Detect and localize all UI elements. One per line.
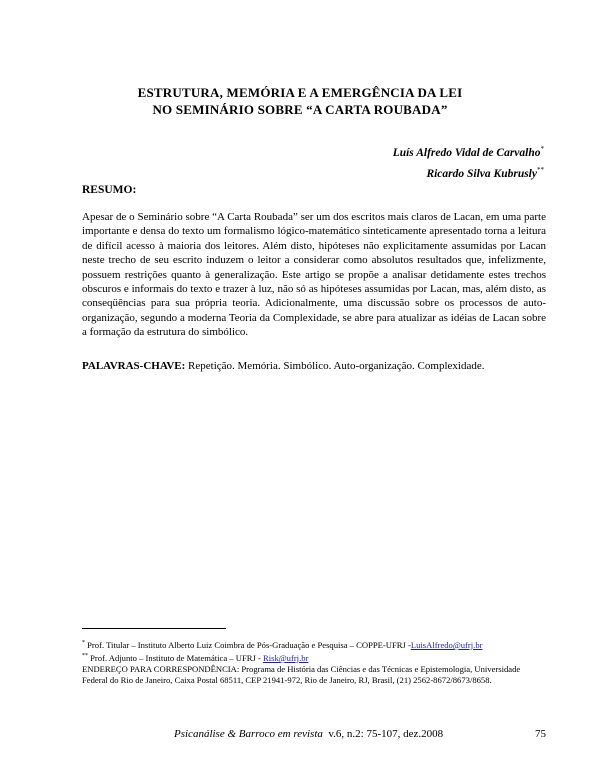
email-link-2[interactable]: Risk@ufrj.br <box>262 653 309 663</box>
abstract-text: Apesar de o Seminário sobre “A Carta Roubada” ser um dos escritos mais claros de Lacan, em uma parte importante e densa do texto um formalismo lógico-matemático sinteticamente apresentado torna a leitura de difícil acesso à maioria dos leitores. Além disto, hipóteses não explicitamente assumidas por Lacan neste trecho de seu escrito induzem o leitor a considerar como absolutos resultados que, infelizmente, possuem restrições quanto à generalização. Este artigo se propõe a analisar detidamente estes trechos obscuros e informais do texto e trazer à luz, não só as hipóteses assumidas por Lacan, mas, além disto, as conseqüências para sua própria teoria. Adicionalmente, uma discussão sobre os processos de auto-organização, segundo a moderna Teoria da Complexidade, se abre para atualizar as idéias de Lacan sobre a formação da estrutura do simbólico. <box>82 211 546 339</box>
title-line-1: ESTRUTURA, MEMÓRIA E A EMERGÊNCIA DA LEI <box>137 85 463 100</box>
journal-name: Psicanálise & Barroco em revista <box>174 728 323 740</box>
footnote-mark: * <box>82 640 85 646</box>
keywords <box>82 359 546 373</box>
journal-citation <box>174 727 443 741</box>
article-title <box>60 84 540 118</box>
keywords-text: Repetição. Memória. Simbólico. Auto-organização. Complexidade. <box>188 360 485 372</box>
correspondence-address: ENDEREÇO PARA CORRESPONDÊNCIA: Programa de História das Ciências e das Técnicas e Epistemologia, Universidade Federal do Rio de Janeiro, Caixa Postal 68511, CEP 21941-972, Rio de Janeiro, RJ, Brasil, (21) 2562-8672/8673/8658. <box>82 664 521 685</box>
footnote-1 <box>82 638 546 651</box>
footnote-mark: * <box>540 145 544 153</box>
author-name: Luís Alfredo Vidal de Carvalho <box>392 147 541 159</box>
footnote-text: Prof. Adjunto – Instituto de Matemática – UFRJ - <box>90 653 261 663</box>
footnote-2 <box>82 651 546 664</box>
author-name: Ricardo Silva Kubrusly <box>426 168 537 180</box>
footnote-mark: ** <box>82 653 88 659</box>
footnote-mark: ** <box>537 166 544 174</box>
footnote-text: Prof. Titular – Instituto Alberto Luiz Coimbra de Pós-Graduação e Pesquisa – COPPE-UFRJ - <box>87 640 411 650</box>
author-2 <box>393 162 544 183</box>
abstract-heading: RESUMO: <box>82 184 137 196</box>
volume-info: v.6, n.2: 75-107, dez.2008 <box>328 728 444 740</box>
page-number: 75 <box>535 728 546 740</box>
email-link-1[interactable]: LuisAlfredo@ufrj.br <box>410 640 483 650</box>
keywords-label: PALAVRAS-CHAVE: <box>82 360 186 372</box>
title-line-2: NO SEMINÁRIO SOBRE “A CARTA ROUBADA” <box>152 102 448 117</box>
author-1 <box>393 141 544 162</box>
author-list <box>393 141 544 183</box>
footnotes <box>82 638 546 686</box>
footnote-separator <box>82 628 226 629</box>
